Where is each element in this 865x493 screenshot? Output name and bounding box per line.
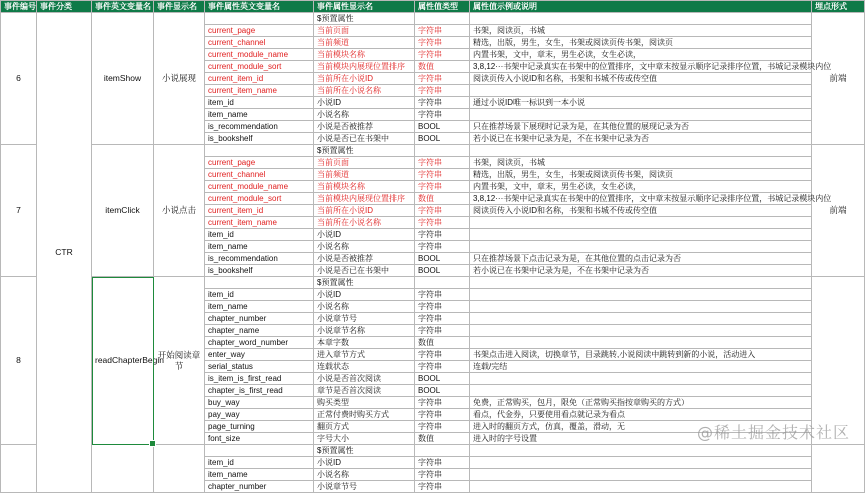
attr-en-cell[interactable] bbox=[205, 277, 314, 289]
attr-type-cell[interactable]: 字符串 bbox=[415, 25, 470, 37]
attr-desc-cell[interactable] bbox=[470, 325, 812, 337]
attr-desc-cell[interactable]: 若小说已在书架中记录为是，不在书架中记录为否 bbox=[470, 265, 812, 277]
event-name-cn-cell[interactable]: 小说展现 bbox=[154, 13, 205, 145]
attr-desc-cell[interactable]: 书架点击进入阅读，切换章节，目录跳转,小说阅读中跳转到新的小说，活动进入 bbox=[470, 349, 812, 361]
attr-desc-cell[interactable]: 进入时的字号设置 bbox=[470, 433, 812, 445]
header-cell[interactable]: 事件编号 bbox=[1, 1, 37, 13]
attr-type-cell[interactable]: BOOL bbox=[415, 133, 470, 145]
attr-type-cell[interactable] bbox=[415, 145, 470, 157]
attr-en-cell[interactable]: current_page bbox=[205, 25, 314, 37]
attr-desc-cell[interactable] bbox=[470, 481, 812, 493]
header-cell[interactable]: 事件属性显示名 bbox=[314, 1, 415, 13]
attr-en-cell[interactable]: is_item_is_first_read bbox=[205, 373, 314, 385]
attr-en-cell[interactable]: item_id bbox=[205, 457, 314, 469]
event-name-en-cell[interactable] bbox=[92, 445, 154, 493]
attr-cn-cell[interactable]: 当前模块名称 bbox=[314, 181, 415, 193]
attr-desc-cell[interactable] bbox=[470, 217, 812, 229]
event-name-en-cell[interactable]: itemShow bbox=[92, 13, 154, 145]
attr-desc-cell[interactable] bbox=[470, 277, 812, 289]
attr-type-cell[interactable]: 数值 bbox=[415, 337, 470, 349]
attr-cn-cell[interactable]: 当前所在小说名称 bbox=[314, 217, 415, 229]
attr-en-cell[interactable]: item_id bbox=[205, 97, 314, 109]
attr-type-cell[interactable]: 字符串 bbox=[415, 229, 470, 241]
attr-cn-cell[interactable]: 小说名称 bbox=[314, 241, 415, 253]
attr-desc-cell[interactable]: 精选，出版，男生，女生，书架或阅读页传书架，阅读页 bbox=[470, 169, 812, 181]
attr-type-cell[interactable]: BOOL bbox=[415, 265, 470, 277]
attr-cn-cell[interactable]: 小说章节号 bbox=[314, 313, 415, 325]
event-id-cell[interactable]: 7 bbox=[1, 145, 37, 277]
attr-cn-cell[interactable]: $预置属性 bbox=[314, 13, 415, 25]
attr-en-cell[interactable]: current_item_id bbox=[205, 205, 314, 217]
attr-cn-cell[interactable]: $预置属性 bbox=[314, 277, 415, 289]
attr-cn-cell[interactable]: 小说ID bbox=[314, 457, 415, 469]
attr-type-cell[interactable]: 字符串 bbox=[415, 421, 470, 433]
attr-type-cell[interactable]: BOOL bbox=[415, 253, 470, 265]
event-name-cn-cell[interactable] bbox=[154, 445, 205, 493]
attr-desc-cell[interactable] bbox=[470, 229, 812, 241]
attr-en-cell[interactable]: font_size bbox=[205, 433, 314, 445]
attr-desc-cell[interactable]: 只在推荐场景下点击记录为是，在其他位置的点击记录为否 bbox=[470, 253, 812, 265]
event-name-en-cell[interactable]: itemClick bbox=[92, 145, 154, 277]
attr-type-cell[interactable] bbox=[415, 13, 470, 25]
attr-cn-cell[interactable]: 小说名称 bbox=[314, 469, 415, 481]
attr-desc-cell[interactable] bbox=[470, 145, 812, 157]
attr-type-cell[interactable]: 字符串 bbox=[415, 49, 470, 61]
attr-desc-cell[interactable]: 书架，阅读页，书城 bbox=[470, 157, 812, 169]
attr-en-cell[interactable]: is_bookshelf bbox=[205, 265, 314, 277]
attr-en-cell[interactable] bbox=[205, 145, 314, 157]
attr-type-cell[interactable]: 字符串 bbox=[415, 457, 470, 469]
attr-type-cell[interactable]: 字符串 bbox=[415, 481, 470, 493]
attr-type-cell[interactable] bbox=[415, 277, 470, 289]
attr-en-cell[interactable] bbox=[205, 445, 314, 457]
attr-cn-cell[interactable]: 当前频道 bbox=[314, 169, 415, 181]
attr-cn-cell[interactable]: $预置属性 bbox=[314, 445, 415, 457]
attr-desc-cell[interactable] bbox=[470, 457, 812, 469]
event-name-cn-cell[interactable]: 开始阅读章节 bbox=[154, 277, 205, 445]
attr-en-cell[interactable]: current_page bbox=[205, 157, 314, 169]
attr-cn-cell[interactable]: 小说是否被推荐 bbox=[314, 121, 415, 133]
attr-en-cell[interactable]: chapter_number bbox=[205, 481, 314, 493]
attr-cn-cell[interactable]: 当前页面 bbox=[314, 25, 415, 37]
attr-en-cell[interactable]: current_item_name bbox=[205, 85, 314, 97]
attr-type-cell[interactable]: 数值 bbox=[415, 433, 470, 445]
event-id-cell[interactable]: 8 bbox=[1, 277, 37, 445]
attr-cn-cell[interactable]: 连载状态 bbox=[314, 361, 415, 373]
attr-en-cell[interactable]: is_recommendation bbox=[205, 253, 314, 265]
attr-desc-cell[interactable]: 只在推荐场景下展现时记录为是，在其他位置的展现记录为否 bbox=[470, 121, 812, 133]
attr-en-cell[interactable]: current_item_id bbox=[205, 73, 314, 85]
attr-cn-cell[interactable]: 当前所在小说ID bbox=[314, 205, 415, 217]
attr-desc-cell[interactable]: 看点，代金券，只要使用看点就记录为看点 bbox=[470, 409, 812, 421]
attr-en-cell[interactable]: current_channel bbox=[205, 37, 314, 49]
attr-cn-cell[interactable]: 翻页方式 bbox=[314, 421, 415, 433]
attr-type-cell[interactable]: 字符串 bbox=[415, 37, 470, 49]
attr-en-cell[interactable]: chapter_is_first_read bbox=[205, 385, 314, 397]
attr-en-cell[interactable]: item_id bbox=[205, 229, 314, 241]
attr-desc-cell[interactable] bbox=[470, 109, 812, 121]
attr-en-cell[interactable]: chapter_word_number bbox=[205, 337, 314, 349]
attr-type-cell[interactable]: 字符串 bbox=[415, 97, 470, 109]
track-type-cell[interactable] bbox=[812, 445, 865, 493]
attr-type-cell[interactable]: 字符串 bbox=[415, 409, 470, 421]
event-id-cell[interactable]: 6 bbox=[1, 13, 37, 145]
attr-en-cell[interactable]: page_turning bbox=[205, 421, 314, 433]
header-cell[interactable]: 事件属性英文变量名 bbox=[205, 1, 314, 13]
attr-desc-cell[interactable]: 免费，正常购买，包月，限免（正常购买指按章购买的方式） bbox=[470, 397, 812, 409]
attr-en-cell[interactable]: current_channel bbox=[205, 169, 314, 181]
attr-cn-cell[interactable]: 当前模块内展现位置排序 bbox=[314, 193, 415, 205]
attr-type-cell[interactable]: 数值 bbox=[415, 61, 470, 73]
attr-desc-cell[interactable]: 阅读页传入小说ID和名称，书架和书城不传或传空值 bbox=[470, 73, 812, 85]
attr-cn-cell[interactable]: 小说章节名称 bbox=[314, 325, 415, 337]
attr-desc-cell[interactable] bbox=[470, 85, 812, 97]
attr-type-cell[interactable]: 字符串 bbox=[415, 349, 470, 361]
attr-en-cell[interactable]: item_name bbox=[205, 469, 314, 481]
attr-en-cell[interactable]: buy_way bbox=[205, 397, 314, 409]
attr-en-cell[interactable]: item_id bbox=[205, 289, 314, 301]
attr-cn-cell[interactable]: 小说章节号 bbox=[314, 481, 415, 493]
attr-cn-cell[interactable]: 当前模块名称 bbox=[314, 49, 415, 61]
attr-desc-cell[interactable] bbox=[470, 313, 812, 325]
attr-type-cell[interactable]: 字符串 bbox=[415, 325, 470, 337]
attr-type-cell[interactable]: 字符串 bbox=[415, 313, 470, 325]
attr-en-cell[interactable]: serial_status bbox=[205, 361, 314, 373]
attr-type-cell[interactable]: 字符串 bbox=[415, 397, 470, 409]
attr-cn-cell[interactable]: 正常付费时购买方式 bbox=[314, 409, 415, 421]
attr-en-cell[interactable]: chapter_name bbox=[205, 325, 314, 337]
attr-desc-cell[interactable] bbox=[470, 301, 812, 313]
attr-type-cell[interactable]: BOOL bbox=[415, 373, 470, 385]
attr-type-cell[interactable]: 字符串 bbox=[415, 361, 470, 373]
attr-cn-cell[interactable]: 小说是否已在书架中 bbox=[314, 265, 415, 277]
attr-en-cell[interactable]: is_recommendation bbox=[205, 121, 314, 133]
attr-desc-cell[interactable]: 若小说已在书架中记录为是，不在书架中记录为否 bbox=[470, 133, 812, 145]
attr-type-cell[interactable]: 字符串 bbox=[415, 217, 470, 229]
attr-type-cell[interactable]: 字符串 bbox=[415, 109, 470, 121]
table-row bbox=[1, 13, 865, 25]
header-cell[interactable]: 事件显示名 bbox=[154, 1, 205, 13]
attr-cn-cell[interactable]: 进入章节方式 bbox=[314, 349, 415, 361]
attr-en-cell[interactable]: is_bookshelf bbox=[205, 133, 314, 145]
attr-desc-cell[interactable] bbox=[470, 469, 812, 481]
attr-type-cell[interactable]: 字符串 bbox=[415, 205, 470, 217]
header-cell[interactable]: 事件英文变量名 bbox=[92, 1, 154, 13]
attr-desc-cell[interactable]: 进入时的翻页方式，仿真，覆盖，滑动，无 bbox=[470, 421, 812, 433]
event-id-cell[interactable] bbox=[1, 445, 37, 493]
track-type-cell[interactable]: 前端 bbox=[812, 145, 865, 277]
attr-type-cell[interactable]: 字符串 bbox=[415, 73, 470, 85]
attr-type-cell[interactable]: BOOL bbox=[415, 121, 470, 133]
track-type-cell[interactable]: 前端 bbox=[812, 13, 865, 145]
header-cell[interactable]: 事件分类 bbox=[37, 1, 92, 13]
table-row bbox=[1, 277, 865, 289]
attr-en-cell[interactable]: item_name bbox=[205, 109, 314, 121]
attr-cn-cell[interactable]: 小说名称 bbox=[314, 109, 415, 121]
attr-desc-cell[interactable]: 通过小说ID唯一标识到一本小说 bbox=[470, 97, 812, 109]
attr-en-cell[interactable]: current_item_name bbox=[205, 217, 314, 229]
attr-en-cell[interactable]: current_module_sort bbox=[205, 61, 314, 73]
attr-desc-cell[interactable] bbox=[470, 445, 812, 457]
attr-desc-cell[interactable] bbox=[470, 289, 812, 301]
attr-desc-cell[interactable]: 阅读页传入小说ID和名称，书架和书城不传或传空值 bbox=[470, 205, 812, 217]
attr-cn-cell[interactable]: 购买类型 bbox=[314, 397, 415, 409]
event-name-cn-cell[interactable]: 小说点击 bbox=[154, 145, 205, 277]
attr-cn-cell[interactable]: 小说是否首次阅读 bbox=[314, 373, 415, 385]
attr-cn-cell[interactable]: 小说名称 bbox=[314, 301, 415, 313]
attr-cn-cell[interactable]: 小说ID bbox=[314, 97, 415, 109]
attr-en-cell[interactable]: item_name bbox=[205, 301, 314, 313]
header-cell[interactable]: 埋点形式 bbox=[812, 1, 865, 13]
attr-type-cell[interactable]: 数值 bbox=[415, 193, 470, 205]
attr-en-cell[interactable]: pay_way bbox=[205, 409, 314, 421]
attr-cn-cell[interactable]: 小说是否被推荐 bbox=[314, 253, 415, 265]
attr-desc-cell[interactable] bbox=[470, 385, 812, 397]
attr-cn-cell[interactable]: 小说ID bbox=[314, 229, 415, 241]
attr-desc-cell[interactable]: 3,8,12···书架中记录真实在书架中的位置排序，文中章末按显示顺序记录排序位置，书城记录模块内位 bbox=[470, 61, 812, 73]
attr-cn-cell[interactable]: 小说ID bbox=[314, 289, 415, 301]
attr-type-cell[interactable]: 字符串 bbox=[415, 289, 470, 301]
watermark: @稀土掘金技术社区 bbox=[696, 423, 850, 442]
attr-cn-cell[interactable]: 当前所在小说ID bbox=[314, 73, 415, 85]
table-row bbox=[1, 445, 865, 457]
attr-type-cell[interactable] bbox=[415, 445, 470, 457]
attr-desc-cell[interactable]: 连载/完结 bbox=[470, 361, 812, 373]
attr-type-cell[interactable]: 字符串 bbox=[415, 169, 470, 181]
attr-en-cell[interactable]: item_name bbox=[205, 241, 314, 253]
attr-type-cell[interactable]: 字符串 bbox=[415, 301, 470, 313]
attr-desc-cell[interactable]: 书架，阅读页，书城 bbox=[470, 25, 812, 37]
attr-en-cell[interactable]: current_module_name bbox=[205, 49, 314, 61]
header-cell[interactable]: 属性值类型 bbox=[415, 1, 470, 13]
header-row bbox=[1, 1, 865, 13]
attr-cn-cell[interactable]: 章节是否首次阅读 bbox=[314, 385, 415, 397]
attr-en-cell[interactable]: current_module_name bbox=[205, 181, 314, 193]
attr-en-cell[interactable]: enter_way bbox=[205, 349, 314, 361]
attr-en-cell[interactable]: current_module_sort bbox=[205, 193, 314, 205]
attr-type-cell[interactable]: BOOL bbox=[415, 385, 470, 397]
attr-desc-cell[interactable]: 内置书架，文中，章末，男生必读，女生必读， bbox=[470, 181, 812, 193]
attr-cn-cell[interactable]: 当前所在小说名称 bbox=[314, 85, 415, 97]
attr-cn-cell[interactable]: 当前频道 bbox=[314, 37, 415, 49]
attr-desc-cell[interactable]: 内置书架，文中，章末，男生必读，女生必读， bbox=[470, 49, 812, 61]
attr-desc-cell[interactable]: 3,8,12···书架中记录真实在书架中的位置排序，文中章末按显示顺序记录排序位置，书城记录模块内位 bbox=[470, 193, 812, 205]
attr-type-cell[interactable]: 字符串 bbox=[415, 85, 470, 97]
attr-cn-cell[interactable]: 当前模块内展现位置排序 bbox=[314, 61, 415, 73]
attr-cn-cell[interactable]: 当前页面 bbox=[314, 157, 415, 169]
table-row bbox=[1, 145, 865, 157]
header-cell[interactable]: 属性值示例或说明 bbox=[470, 1, 812, 13]
attr-type-cell[interactable]: 字符串 bbox=[415, 241, 470, 253]
attr-cn-cell[interactable]: 小说是否已在书架中 bbox=[314, 133, 415, 145]
attr-desc-cell[interactable]: 精选，出版，男生，女生，书架或阅读页传书架，阅读页 bbox=[470, 37, 812, 49]
attr-cn-cell[interactable]: 本章字数 bbox=[314, 337, 415, 349]
attr-type-cell[interactable]: 字符串 bbox=[415, 181, 470, 193]
attr-desc-cell[interactable] bbox=[470, 373, 812, 385]
attr-type-cell[interactable]: 字符串 bbox=[415, 469, 470, 481]
attr-desc-cell[interactable] bbox=[470, 13, 812, 25]
attr-en-cell[interactable]: chapter_number bbox=[205, 313, 314, 325]
attr-desc-cell[interactable] bbox=[470, 337, 812, 349]
attr-cn-cell[interactable]: $预置属性 bbox=[314, 145, 415, 157]
selection-handle[interactable] bbox=[149, 440, 156, 447]
attr-en-cell[interactable] bbox=[205, 13, 314, 25]
event-name-en-cell[interactable]: readChapterBegin bbox=[92, 277, 154, 445]
attr-cn-cell[interactable]: 字号大小 bbox=[314, 433, 415, 445]
attr-desc-cell[interactable] bbox=[470, 241, 812, 253]
attr-type-cell[interactable]: 字符串 bbox=[415, 157, 470, 169]
event-category-cell[interactable]: CTR bbox=[37, 13, 92, 493]
